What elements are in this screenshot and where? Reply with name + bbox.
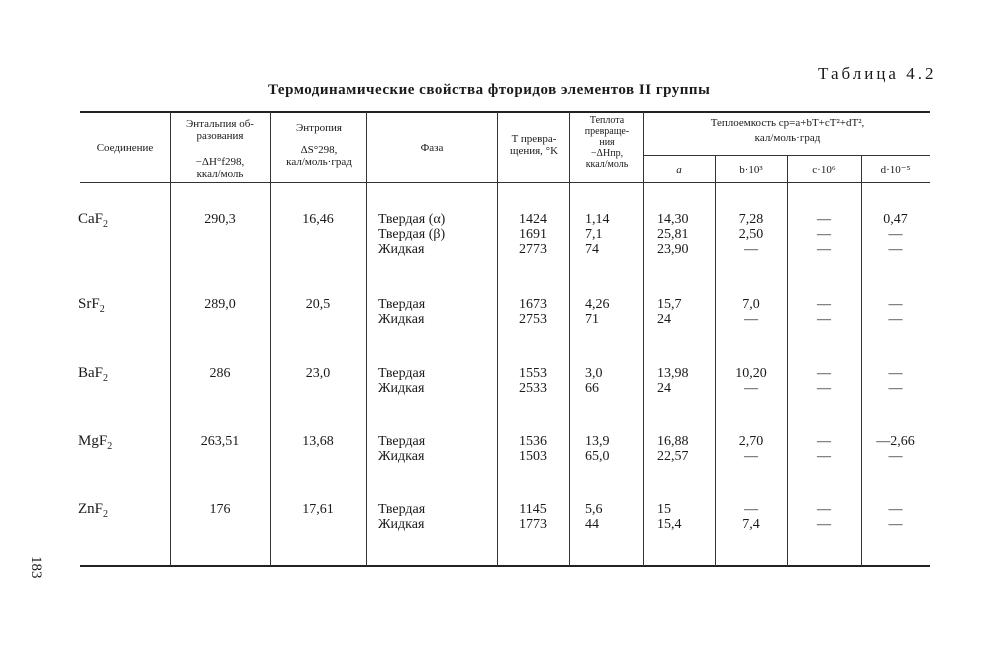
b-value: — xyxy=(744,312,758,327)
c-value: — xyxy=(817,381,831,396)
compound-formula: BaF xyxy=(78,365,104,381)
compound-subscript: 2 xyxy=(99,304,105,315)
column-divider xyxy=(270,112,271,566)
a-value: 15,7 xyxy=(657,297,682,312)
b-value: 7,28 xyxy=(738,212,764,227)
d-value: — xyxy=(888,502,903,517)
a-value: 23,90 xyxy=(657,242,689,257)
b-value: 7,4 xyxy=(742,517,760,532)
enthalpy-value: 286 xyxy=(209,366,231,381)
b-value: — xyxy=(744,449,758,464)
table-caption: Термодинамические свойства фторидов элементов II группы xyxy=(268,82,711,98)
dh-value: 5,6 xyxy=(585,502,603,517)
phases-value: Жидкая xyxy=(378,312,425,327)
header-line: Теплота xyxy=(589,115,625,126)
d-value: — xyxy=(888,227,903,242)
compound-name xyxy=(78,434,112,454)
dh-value: 65,0 xyxy=(585,449,610,464)
phases-value: Жидкая xyxy=(378,517,425,532)
compound-name xyxy=(78,366,108,386)
header-line: Энтропия xyxy=(296,122,342,134)
phases-value: Твердая (β) xyxy=(378,227,446,242)
table-label: Таблица 4.2 xyxy=(818,64,937,83)
d-value: — xyxy=(888,517,903,532)
column-divider xyxy=(569,112,570,566)
header-heat-capacity xyxy=(645,117,930,144)
header-bottom-rule xyxy=(80,182,930,183)
table-bottom-rule xyxy=(80,565,930,567)
dh-value: 4,26 xyxy=(585,297,610,312)
header-line: −ΔHпр, xyxy=(590,148,624,159)
a-value: 16,88 xyxy=(657,434,689,449)
b-value: — xyxy=(744,502,758,517)
header-line: кал/моль·град xyxy=(754,132,821,144)
entropy-value: 16,46 xyxy=(302,212,334,227)
dh-value: 74 xyxy=(585,242,599,257)
t-value: 2753 xyxy=(519,312,547,327)
phases-value: Жидкая xyxy=(378,449,425,464)
enthalpy-value: 263,51 xyxy=(200,434,240,449)
phases-value: Жидкая xyxy=(378,242,425,257)
phases-value: Твердая xyxy=(378,502,426,517)
header-line: Теплоемкость cp=a+bT+cT²+dT², xyxy=(710,117,865,129)
compound-name xyxy=(78,297,105,317)
phases-value: Жидкая xyxy=(378,381,425,396)
t-value: 2533 xyxy=(519,381,547,396)
phases-value: Твердая xyxy=(378,366,426,381)
entropy-value: 13,68 xyxy=(302,434,334,449)
enthalpy-value: 289,0 xyxy=(204,297,236,312)
t-value: 1424 xyxy=(519,212,547,227)
header-line: −ΔH°f298, xyxy=(195,156,245,168)
header-coef-a: a xyxy=(676,164,682,176)
dh-value: 66 xyxy=(585,381,599,396)
header-heat xyxy=(571,115,643,170)
b-value: — xyxy=(744,242,758,257)
b-value: 2,70 xyxy=(738,434,764,449)
d-value: — xyxy=(888,381,903,396)
t-value: 1145 xyxy=(519,502,547,517)
header-temperature xyxy=(499,133,569,157)
column-divider xyxy=(643,112,644,566)
b-value: — xyxy=(744,381,758,396)
t-value: 1673 xyxy=(519,297,547,312)
compound-formula: MgF xyxy=(78,433,108,449)
header-phase: Фаза xyxy=(420,142,444,154)
dh-value: 13,9 xyxy=(585,434,610,449)
a-value: 13,98 xyxy=(657,366,689,381)
header-compound: Соединение xyxy=(96,142,154,154)
compound-formula: SrF xyxy=(78,296,100,312)
c-value: — xyxy=(817,366,831,381)
b-value: 10,20 xyxy=(735,366,767,381)
dh-value: 3,0 xyxy=(585,366,603,381)
a-value: 15,4 xyxy=(657,517,682,532)
t-value: 1773 xyxy=(519,517,547,532)
d-value: — xyxy=(888,297,903,312)
dh-value: 1,14 xyxy=(585,212,610,227)
phases-value: Твердая (α) xyxy=(378,212,446,227)
c-value: — xyxy=(817,212,831,227)
a-value: 14,30 xyxy=(657,212,689,227)
t-value: 1691 xyxy=(519,227,547,242)
t-value: 1536 xyxy=(519,434,547,449)
compound-subscript: 2 xyxy=(103,509,109,520)
b-value: 2,50 xyxy=(738,227,764,242)
dh-value: 71 xyxy=(585,312,599,327)
phases-value: Твердая xyxy=(378,434,426,449)
header-entropy xyxy=(272,122,366,168)
c-value: — xyxy=(817,297,831,312)
entropy-value: 17,61 xyxy=(302,502,334,517)
d-value: —2,66 xyxy=(876,434,915,449)
c-value: — xyxy=(817,242,831,257)
header-line: ния xyxy=(599,137,615,148)
c-value: — xyxy=(817,449,831,464)
header-coef-c: c·10⁶ xyxy=(812,164,836,176)
d-value: 0,47 xyxy=(883,212,908,227)
entropy-value: 20,5 xyxy=(305,297,331,312)
table-top-rule xyxy=(80,111,930,113)
header-line: кал/моль·град xyxy=(286,156,352,168)
column-divider xyxy=(170,112,171,566)
t-value: 2773 xyxy=(519,242,547,257)
header-line: T превра- xyxy=(511,133,557,145)
a-value: 25,81 xyxy=(657,227,689,242)
header-line: щения, °K xyxy=(509,145,559,157)
compound-subscript: 2 xyxy=(107,441,113,452)
t-value: 1553 xyxy=(519,366,547,381)
d-value: — xyxy=(888,312,903,327)
c-value: — xyxy=(817,434,831,449)
header-line: ккал/моль xyxy=(196,168,244,180)
compound-formula: ZnF xyxy=(78,501,104,517)
column-divider xyxy=(366,112,367,566)
header-enthalpy xyxy=(172,118,268,180)
compound-subscript: 2 xyxy=(103,373,109,384)
t-value: 1503 xyxy=(519,449,547,464)
entropy-value: 23,0 xyxy=(305,366,331,381)
page-number: 183 xyxy=(28,556,44,579)
c-value: — xyxy=(817,312,831,327)
header-coef-b: b·10³ xyxy=(739,164,763,176)
header-coef-d: d·10⁻⁵ xyxy=(880,164,911,176)
a-value: 24 xyxy=(657,312,671,327)
dh-value: 44 xyxy=(585,517,599,532)
c-value: — xyxy=(817,502,831,517)
b-value: 7,0 xyxy=(742,297,760,312)
compound-subscript: 2 xyxy=(103,219,109,230)
phases-value: Твердая xyxy=(378,297,426,312)
column-divider xyxy=(497,112,498,566)
d-value: — xyxy=(888,366,903,381)
d-value: — xyxy=(888,242,903,257)
header-line: ΔS°298, xyxy=(300,144,338,156)
compound-name xyxy=(78,502,108,522)
compound-name xyxy=(78,212,108,232)
enthalpy-value: 176 xyxy=(209,502,231,517)
c-value: — xyxy=(817,517,831,532)
header-line: превраще- xyxy=(584,126,630,137)
enthalpy-value: 290,3 xyxy=(204,212,236,227)
header-line: Энтальпия об- xyxy=(186,118,254,130)
dh-value: 7,1 xyxy=(585,227,603,242)
header-line: ккал/моль xyxy=(585,159,629,170)
c-value: — xyxy=(817,227,831,242)
a-value: 24 xyxy=(657,381,671,396)
a-value: 22,57 xyxy=(657,449,689,464)
compound-formula: CaF xyxy=(78,211,104,227)
a-value: 15 xyxy=(657,502,671,517)
header-line: разования xyxy=(196,130,244,142)
d-value: — xyxy=(888,449,903,464)
